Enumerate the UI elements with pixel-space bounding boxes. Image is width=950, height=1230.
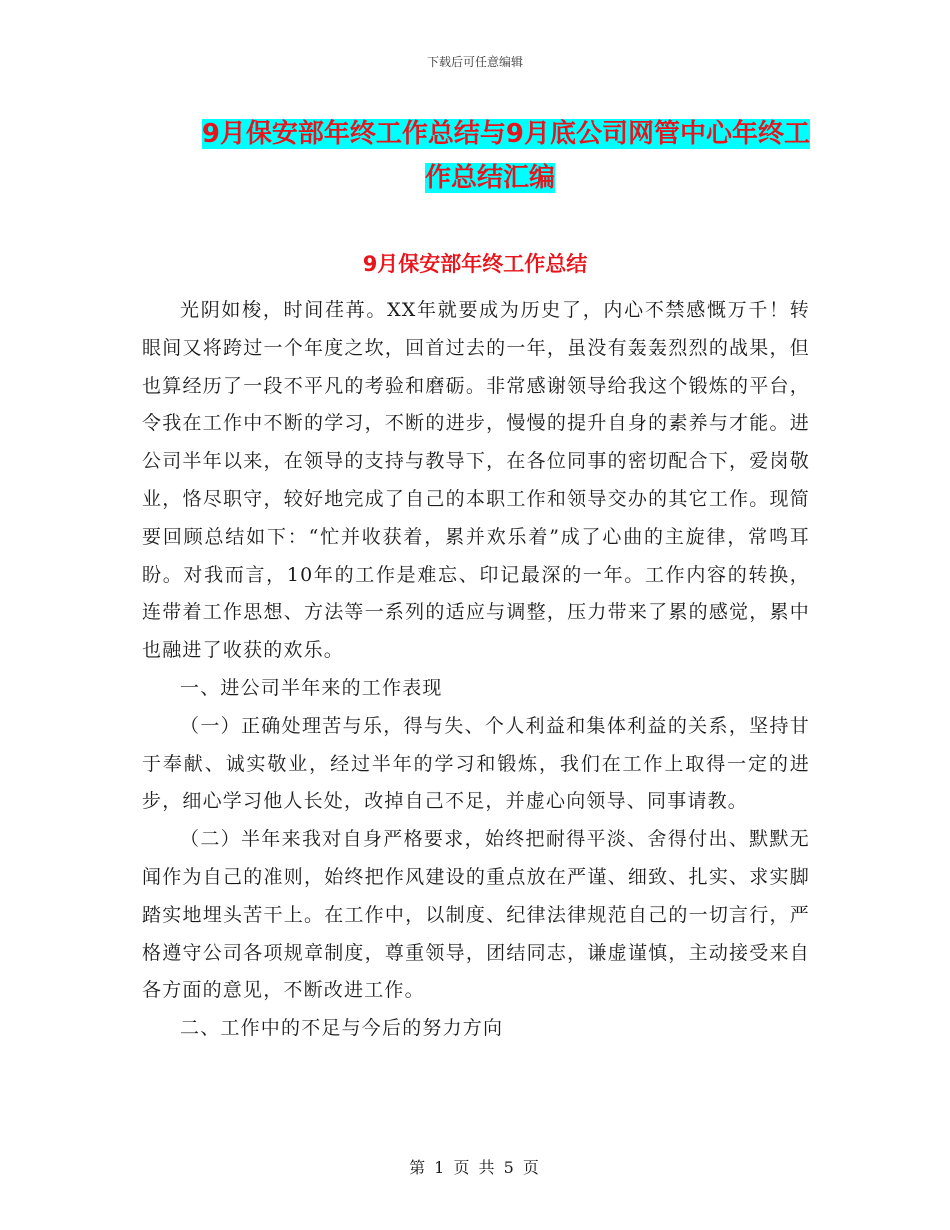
paragraph-item-1: （一）正确处理苦与乐，得与失、个人利益和集体利益的关系，坚持甘于奉献、诚实敬业，经过半年的学习和锻炼，我们在工作上取得一定的进步，细心学习他人长处，改掉自己不足，并虚心向领导、同事请教。 xyxy=(142,714,810,813)
document-body xyxy=(142,292,810,1048)
section-title: 9月保安部年终工作总结 xyxy=(362,252,588,276)
document-title-line-1-text: 9月保安部年终工作总结与9月底公司网管中心年终工 xyxy=(201,119,810,149)
paragraph-intro: 光阴如梭，时间荏苒。XX年就要成为历史了，内心不禁感慨万千！转眼间又将跨过一个年度之坎，回首过去的一年，虽没有轰轰烈烈的战果，但也算经历了一段不平凡的考验和磨砺。非常感谢领导给我这个锻炼的平台，令我在工作中不断的学习，不断的进步，慢慢的提升自身的素养与才能。进公司半年以来，在领导的支持与教导下，在各位同事的密切配合下，爱岗敬业，恪尽职守，较好地完成了自己的本职工作和领导交办的其它工作。现简要回顾总结如下：“忙并收获着，累并欢乐着”成了心曲的主旋律，常鸣耳盼。对我而言，10年的工作是难忘、印记最深的一年。工作内容的转换，连带着工作思想、方法等一系列的适应与调整，压力带来了累的感觉，累中也融进了收获的欢乐。 xyxy=(142,299,810,662)
document-title xyxy=(140,112,840,200)
header-note: 下载后可任意编辑 xyxy=(426,55,523,69)
document-title-line-1 xyxy=(140,112,840,156)
document-title-line-2 xyxy=(140,156,840,200)
page-number: 第 1 页 共 5 页 xyxy=(409,1158,541,1177)
heading-work-performance: 一、进公司半年来的工作表现 xyxy=(180,676,443,699)
heading-shortcomings: 二、工作中的不足与今后的努力方向 xyxy=(180,1017,504,1040)
document-title-line-2-text: 作总结汇编 xyxy=(424,163,555,193)
paragraph-item-2: （二）半年来我对自身严格要求，始终把耐得平淡、舍得付出、默默无闻作为自己的准则，始终把作风建设的重点放在严谨、细致、扎实、求实脚踏实地埋头苦干上。在工作中，以制度、纪律法律规范自己的一切言行，严格遵守公司各项规章制度，尊重领导，团结同志，谦虚谨慎，主动接受来自各方面的意见，不断改进工作。 xyxy=(142,828,810,1002)
